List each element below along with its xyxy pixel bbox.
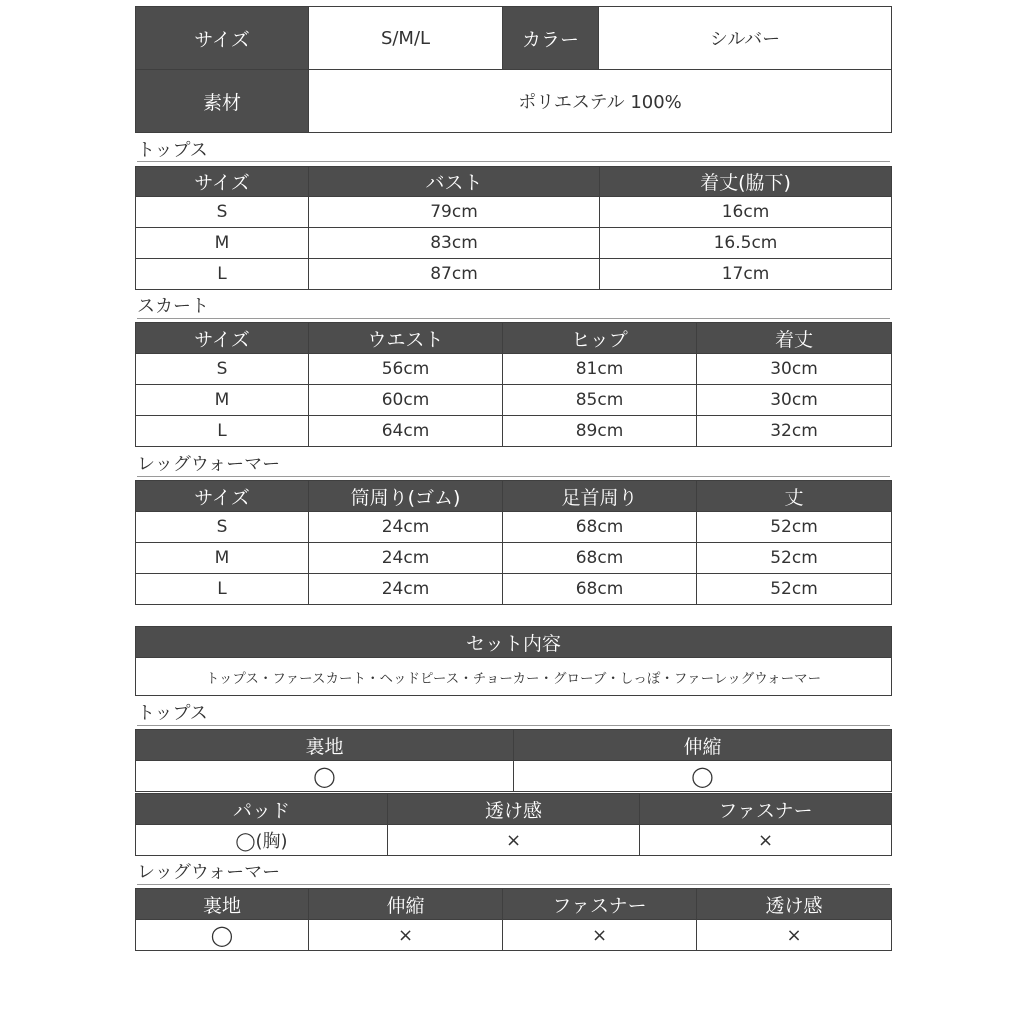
tops-section-title: トップス [137,140,208,161]
table-cell: 52cm [697,512,892,543]
table-cell: L [136,416,309,447]
tops-features-divider [137,725,890,726]
leg-section-title: レッグウォーマー [137,454,281,475]
table-header: サイズ [136,167,309,197]
table-cell: M [136,385,309,416]
table-cell: 24cm [309,543,503,574]
set-contents-table [135,626,892,696]
stretch-value: ◯ [514,761,892,792]
table-cell: M [136,228,309,259]
table-cell: 52cm [697,574,892,605]
material-value: ポリエステル 100% [309,70,892,133]
tops-features-title: トップス [137,703,208,724]
set-contents-list: トップス・ファースカート・ヘッドピース・チョーカー・グローブ・しっぽ・ファーレッグウォーマー [136,658,892,696]
lining-value: ◯ [136,920,309,951]
table-row [136,354,892,385]
table-cell: 83cm [309,228,600,259]
pad-header: パッド [136,794,388,825]
table-row [136,416,892,447]
leg-features-divider [137,884,890,885]
table-header: バスト [309,167,600,197]
table-header: サイズ [136,481,309,512]
table-cell: S [136,354,309,385]
summary-table [135,6,892,133]
table-cell: 24cm [309,574,503,605]
table-header: 丈 [697,481,892,512]
sheerness-header: 透け感 [697,889,892,920]
skirt-section-title: スカート [137,296,209,317]
table-cell: 17cm [600,259,892,290]
table-cell: 64cm [309,416,503,447]
set-contents-header: セット内容 [136,627,892,658]
color-value: シルバー [599,7,892,70]
stretch-header: 伸縮 [309,889,503,920]
zipper-value: × [503,920,697,951]
skirt-section-divider [137,318,890,319]
table-cell: L [136,259,309,290]
zipper-value: × [640,825,892,856]
table-cell: 79cm [309,197,600,228]
sheerness-header: 透け感 [388,794,640,825]
table-cell: 68cm [503,543,697,574]
table-header: 着丈(脇下) [600,167,892,197]
table-cell: 56cm [309,354,503,385]
table-header: ウエスト [309,323,503,354]
tops-features-table-1 [135,729,892,792]
color-label: カラー [503,7,599,70]
leg-features-table [135,888,892,951]
table-row [136,574,892,605]
sheerness-value: × [388,825,640,856]
table-cell: 16cm [600,197,892,228]
zipper-header: ファスナー [503,889,697,920]
leg-section-divider [137,476,890,477]
table-cell: 87cm [309,259,600,290]
sheerness-value: × [697,920,892,951]
leg-size-table [135,480,892,605]
table-header: 筒周り(ゴム) [309,481,503,512]
table-cell: 85cm [503,385,697,416]
size-value: S/M/L [309,7,503,70]
tops-features-table-2 [135,793,892,856]
size-label: サイズ [136,7,309,70]
table-cell: 16.5cm [600,228,892,259]
table-cell: 52cm [697,543,892,574]
table-cell: L [136,574,309,605]
tops-size-table [135,166,892,290]
table-cell: M [136,543,309,574]
table-cell: 60cm [309,385,503,416]
table-cell: 81cm [503,354,697,385]
table-row [136,228,892,259]
table-header: 足首周り [503,481,697,512]
table-cell: S [136,197,309,228]
table-row [136,197,892,228]
table-cell: 30cm [697,354,892,385]
table-header: ヒップ [503,323,697,354]
lining-header: 裏地 [136,889,309,920]
table-row [136,259,892,290]
table-row [136,512,892,543]
tops-section-divider [137,161,890,162]
table-cell: 30cm [697,385,892,416]
table-cell: 89cm [503,416,697,447]
zipper-header: ファスナー [640,794,892,825]
table-header: サイズ [136,323,309,354]
stretch-header: 伸縮 [514,730,892,761]
lining-header: 裏地 [136,730,514,761]
table-cell: 32cm [697,416,892,447]
table-row [136,543,892,574]
pad-value: ◯(胸) [136,825,388,856]
table-row [136,385,892,416]
table-header: 着丈 [697,323,892,354]
table-cell: 68cm [503,512,697,543]
material-label: 素材 [136,70,309,133]
table-cell: 68cm [503,574,697,605]
skirt-size-table [135,322,892,447]
stretch-value: × [309,920,503,951]
leg-features-title: レッグウォーマー [137,862,281,883]
lining-value: ◯ [136,761,514,792]
table-cell: S [136,512,309,543]
table-cell: 24cm [309,512,503,543]
